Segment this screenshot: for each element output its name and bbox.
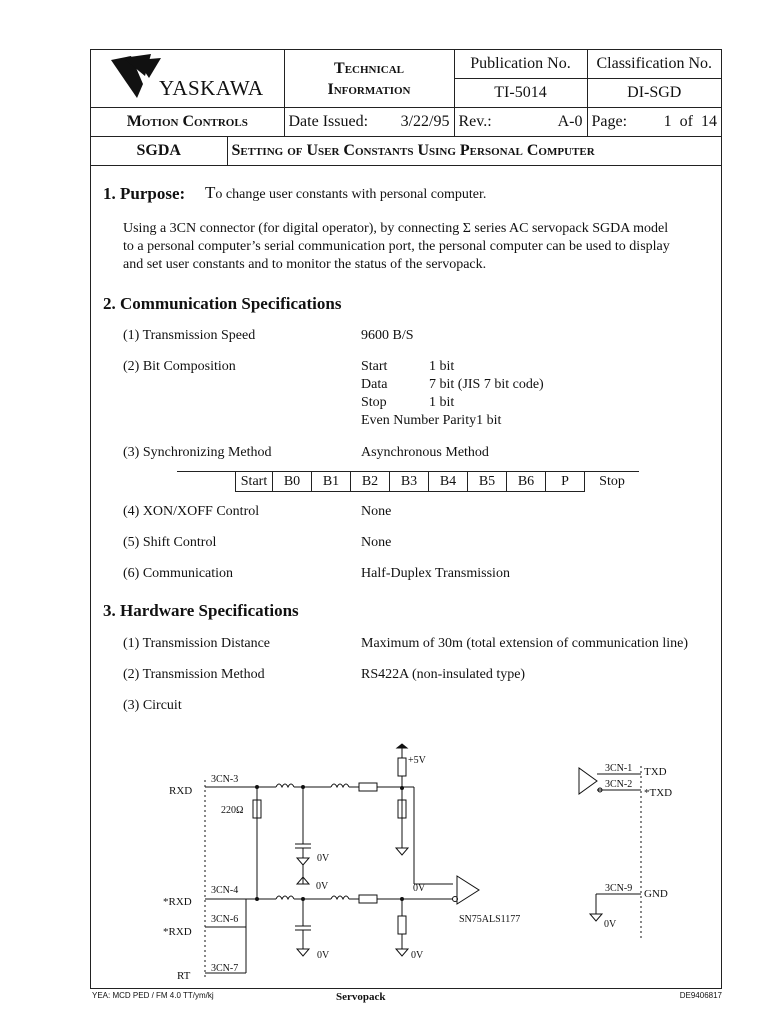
comparator-icon — [457, 876, 479, 904]
ground-icon — [297, 858, 309, 865]
spec-value: Maximum of 30m (total extension of communication line) — [361, 636, 688, 651]
spec-value: 9600 B/S — [361, 328, 414, 343]
publication-label: Publication No. — [454, 50, 587, 79]
purpose-rest: o change user constants with personal computer. — [215, 187, 487, 202]
title-line-2: Information — [327, 80, 411, 98]
bit-value: 1 bit — [429, 395, 455, 410]
frame-cell: B2 — [351, 472, 390, 492]
classification-number: DI-SGD — [587, 79, 721, 108]
supply-arrow-icon — [397, 744, 407, 748]
date-value: 3/22/95 — [400, 113, 450, 130]
page-label: Page: — [591, 113, 628, 130]
spec-label: (2) Bit Composition — [123, 359, 236, 374]
rev-label: Rev.: — [458, 113, 492, 130]
bit-value: 1 bit — [429, 359, 455, 374]
section1-heading: 1. Purpose: — [103, 184, 186, 203]
rev-value: A-0 — [557, 113, 583, 130]
label-txd: TXD — [644, 766, 667, 778]
purpose-para-3: and set user constants and to monitor the status of the servopack. — [123, 257, 487, 272]
date-issued — [284, 108, 454, 137]
label-220ohm: 220Ω — [221, 805, 244, 816]
inductor-icon — [331, 784, 349, 787]
title-line-1: Technical — [334, 59, 404, 77]
label-3cn7: 3CN-7 — [211, 963, 239, 974]
parity: Even Number Parity1 bit — [361, 413, 502, 428]
spec-value: None — [361, 504, 392, 519]
label-0v: 0V — [317, 950, 330, 961]
frame-cell: B4 — [429, 472, 468, 492]
subject: Setting of User Constants Using Personal Computer — [227, 137, 721, 166]
bit-frame — [177, 471, 639, 492]
model: SGDA — [91, 137, 227, 166]
section3-heading: 3. Hardware Specifications — [103, 601, 299, 620]
label-0v: 0V — [317, 853, 330, 864]
spec-value: Half-Duplex Transmission — [361, 566, 510, 581]
inductor-icon — [276, 784, 294, 787]
label-rxd: RXD — [169, 785, 193, 797]
spec-value: None — [361, 535, 392, 550]
frame-cell: Start — [236, 472, 273, 492]
label-3cn1: 3CN-1 — [605, 763, 633, 774]
spec-label: (3) Circuit — [123, 698, 182, 713]
spec-value: Asynchronous Method — [361, 445, 489, 460]
driver-icon — [579, 768, 597, 794]
frame-cell: B6 — [507, 472, 546, 492]
ground-icon — [396, 949, 408, 956]
frame-cell: B3 — [390, 472, 429, 492]
label-nrxd2: *RXD — [163, 926, 192, 938]
label-rt: RT — [177, 970, 191, 982]
bit-name: Stop — [361, 395, 387, 410]
label-plus5v: +5V — [408, 755, 426, 766]
spec-label: (1) Transmission Distance — [123, 636, 270, 651]
bit-value: 7 bit (JIS 7 bit code) — [429, 377, 544, 392]
footer-left: YEA: MCD PED / FM 4.0 TT/ym/kj — [92, 991, 214, 1000]
spec-value: RS422A (non-insulated type) — [361, 667, 526, 682]
document-type — [284, 50, 454, 108]
section2-heading: 2. Communication Specifications — [103, 294, 342, 313]
label-3cn6: 3CN-6 — [211, 914, 239, 925]
publication-number: TI-5014 — [454, 79, 587, 108]
spec-label: (4) XON/XOFF Control — [123, 504, 260, 519]
spec-label: (3) Synchronizing Method — [123, 445, 272, 460]
logo-cell — [91, 50, 284, 108]
purpose-lead-letter: T — [205, 183, 216, 202]
label-0v: 0V — [316, 881, 329, 892]
spec-label: (1) Transmission Speed — [123, 328, 256, 343]
ground-icon — [396, 848, 408, 855]
classification-label: Classification No. — [587, 50, 721, 79]
label-0v-gnd: 0V — [604, 919, 617, 930]
date-label: Date Issued: — [288, 113, 369, 130]
ground-icon — [297, 949, 309, 956]
purpose-para-1: Using a 3CN connector (for digital operator), by connecting Σ series AC servopack SGDA model — [123, 221, 669, 236]
frame-cell: B1 — [312, 472, 351, 492]
frame-cell: Stop — [585, 472, 640, 492]
inductor-icon — [276, 896, 294, 899]
label-gnd: GND — [644, 888, 668, 900]
frame-idle — [177, 472, 236, 492]
label-chip: SN75ALS1177 — [459, 914, 521, 925]
bit-name: Data — [361, 377, 388, 392]
spec-label: (2) Transmission Method — [123, 667, 265, 682]
page-number — [587, 108, 721, 137]
label-ntxd: *TXD — [644, 787, 673, 799]
spec-label: (6) Communication — [123, 566, 234, 581]
footer-right: DE9406817 — [679, 991, 722, 1000]
inductor-icon — [331, 896, 349, 899]
bit-name: Start — [361, 359, 388, 374]
label-servopack: Servopack — [336, 991, 386, 1003]
label-0v: 0V — [411, 950, 424, 961]
page-value: 1 of 14 — [663, 113, 717, 130]
ground-icon — [590, 914, 602, 921]
label-nrxd1: *RXD — [163, 896, 192, 908]
company-name: YASKAWA — [159, 76, 264, 100]
spec-label: (5) Shift Control — [123, 535, 217, 550]
purpose-text — [205, 184, 486, 204]
frame-cell: B0 — [273, 472, 312, 492]
revision — [454, 108, 587, 137]
label-3cn4: 3CN-4 — [211, 885, 239, 896]
frame-cell: P — [546, 472, 585, 492]
purpose-para-2: to a personal computer’s serial communication port, the personal computer can be used to display — [123, 239, 670, 254]
label-3cn3: 3CN-3 — [211, 774, 239, 785]
frame-cell: B5 — [468, 472, 507, 492]
label-0v: 0V — [413, 883, 426, 894]
label-3cn9: 3CN-9 — [605, 883, 633, 894]
division: Motion Controls — [91, 108, 284, 137]
header-table — [91, 50, 721, 166]
label-3cn2: 3CN-2 — [605, 779, 633, 790]
